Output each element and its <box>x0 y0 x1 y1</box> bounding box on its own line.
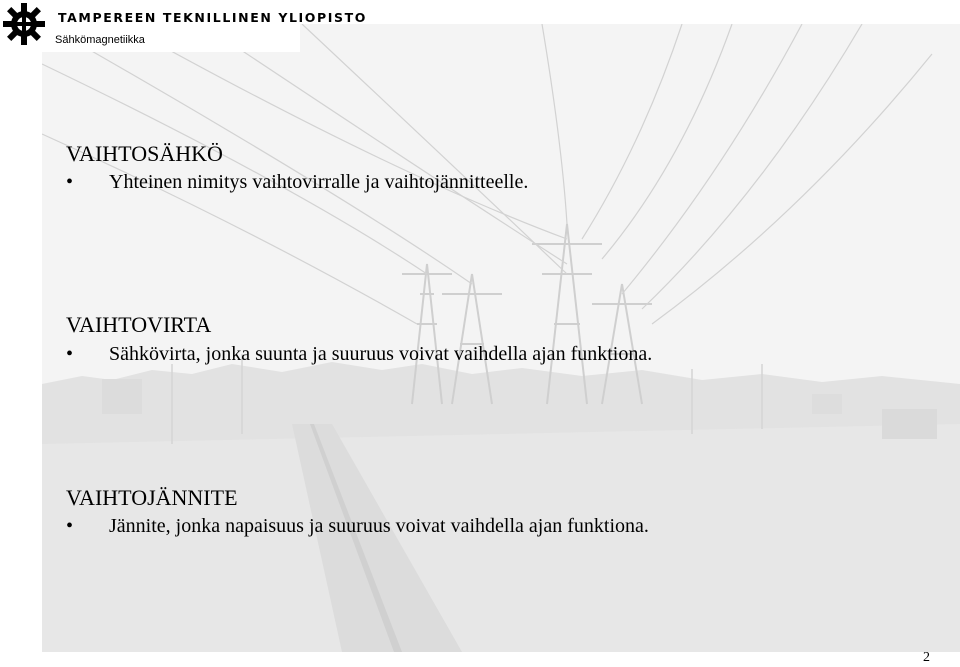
bullet-icon: • <box>66 171 74 193</box>
bullet-icon: • <box>66 515 74 537</box>
section-heading: VAIHTOVIRTA <box>66 312 212 337</box>
bullet-icon: • <box>66 343 74 365</box>
page-header <box>0 0 368 52</box>
department-name: Sähkömagnetiikka <box>55 34 145 46</box>
section-heading: VAIHTOJÄNNITE <box>66 485 238 510</box>
page-number: 2 <box>923 650 930 665</box>
bullet-text: Sähkövirta, jonka suunta ja suuruus voivat vaihdella ajan funktiona. <box>109 343 653 365</box>
bullet-text: Jännite, jonka napaisuus ja suuruus voivat vaihdella ajan funktiona. <box>109 515 649 537</box>
section-heading: VAIHTOSÄHKÖ <box>66 141 223 166</box>
bullet-text: Yhteinen nimitys vaihtovirralle ja vaihtojännitteelle. <box>109 171 529 193</box>
university-logo-icon <box>1 1 47 47</box>
university-name: TAMPEREEN TEKNILLINEN YLIOPISTO <box>58 10 368 25</box>
